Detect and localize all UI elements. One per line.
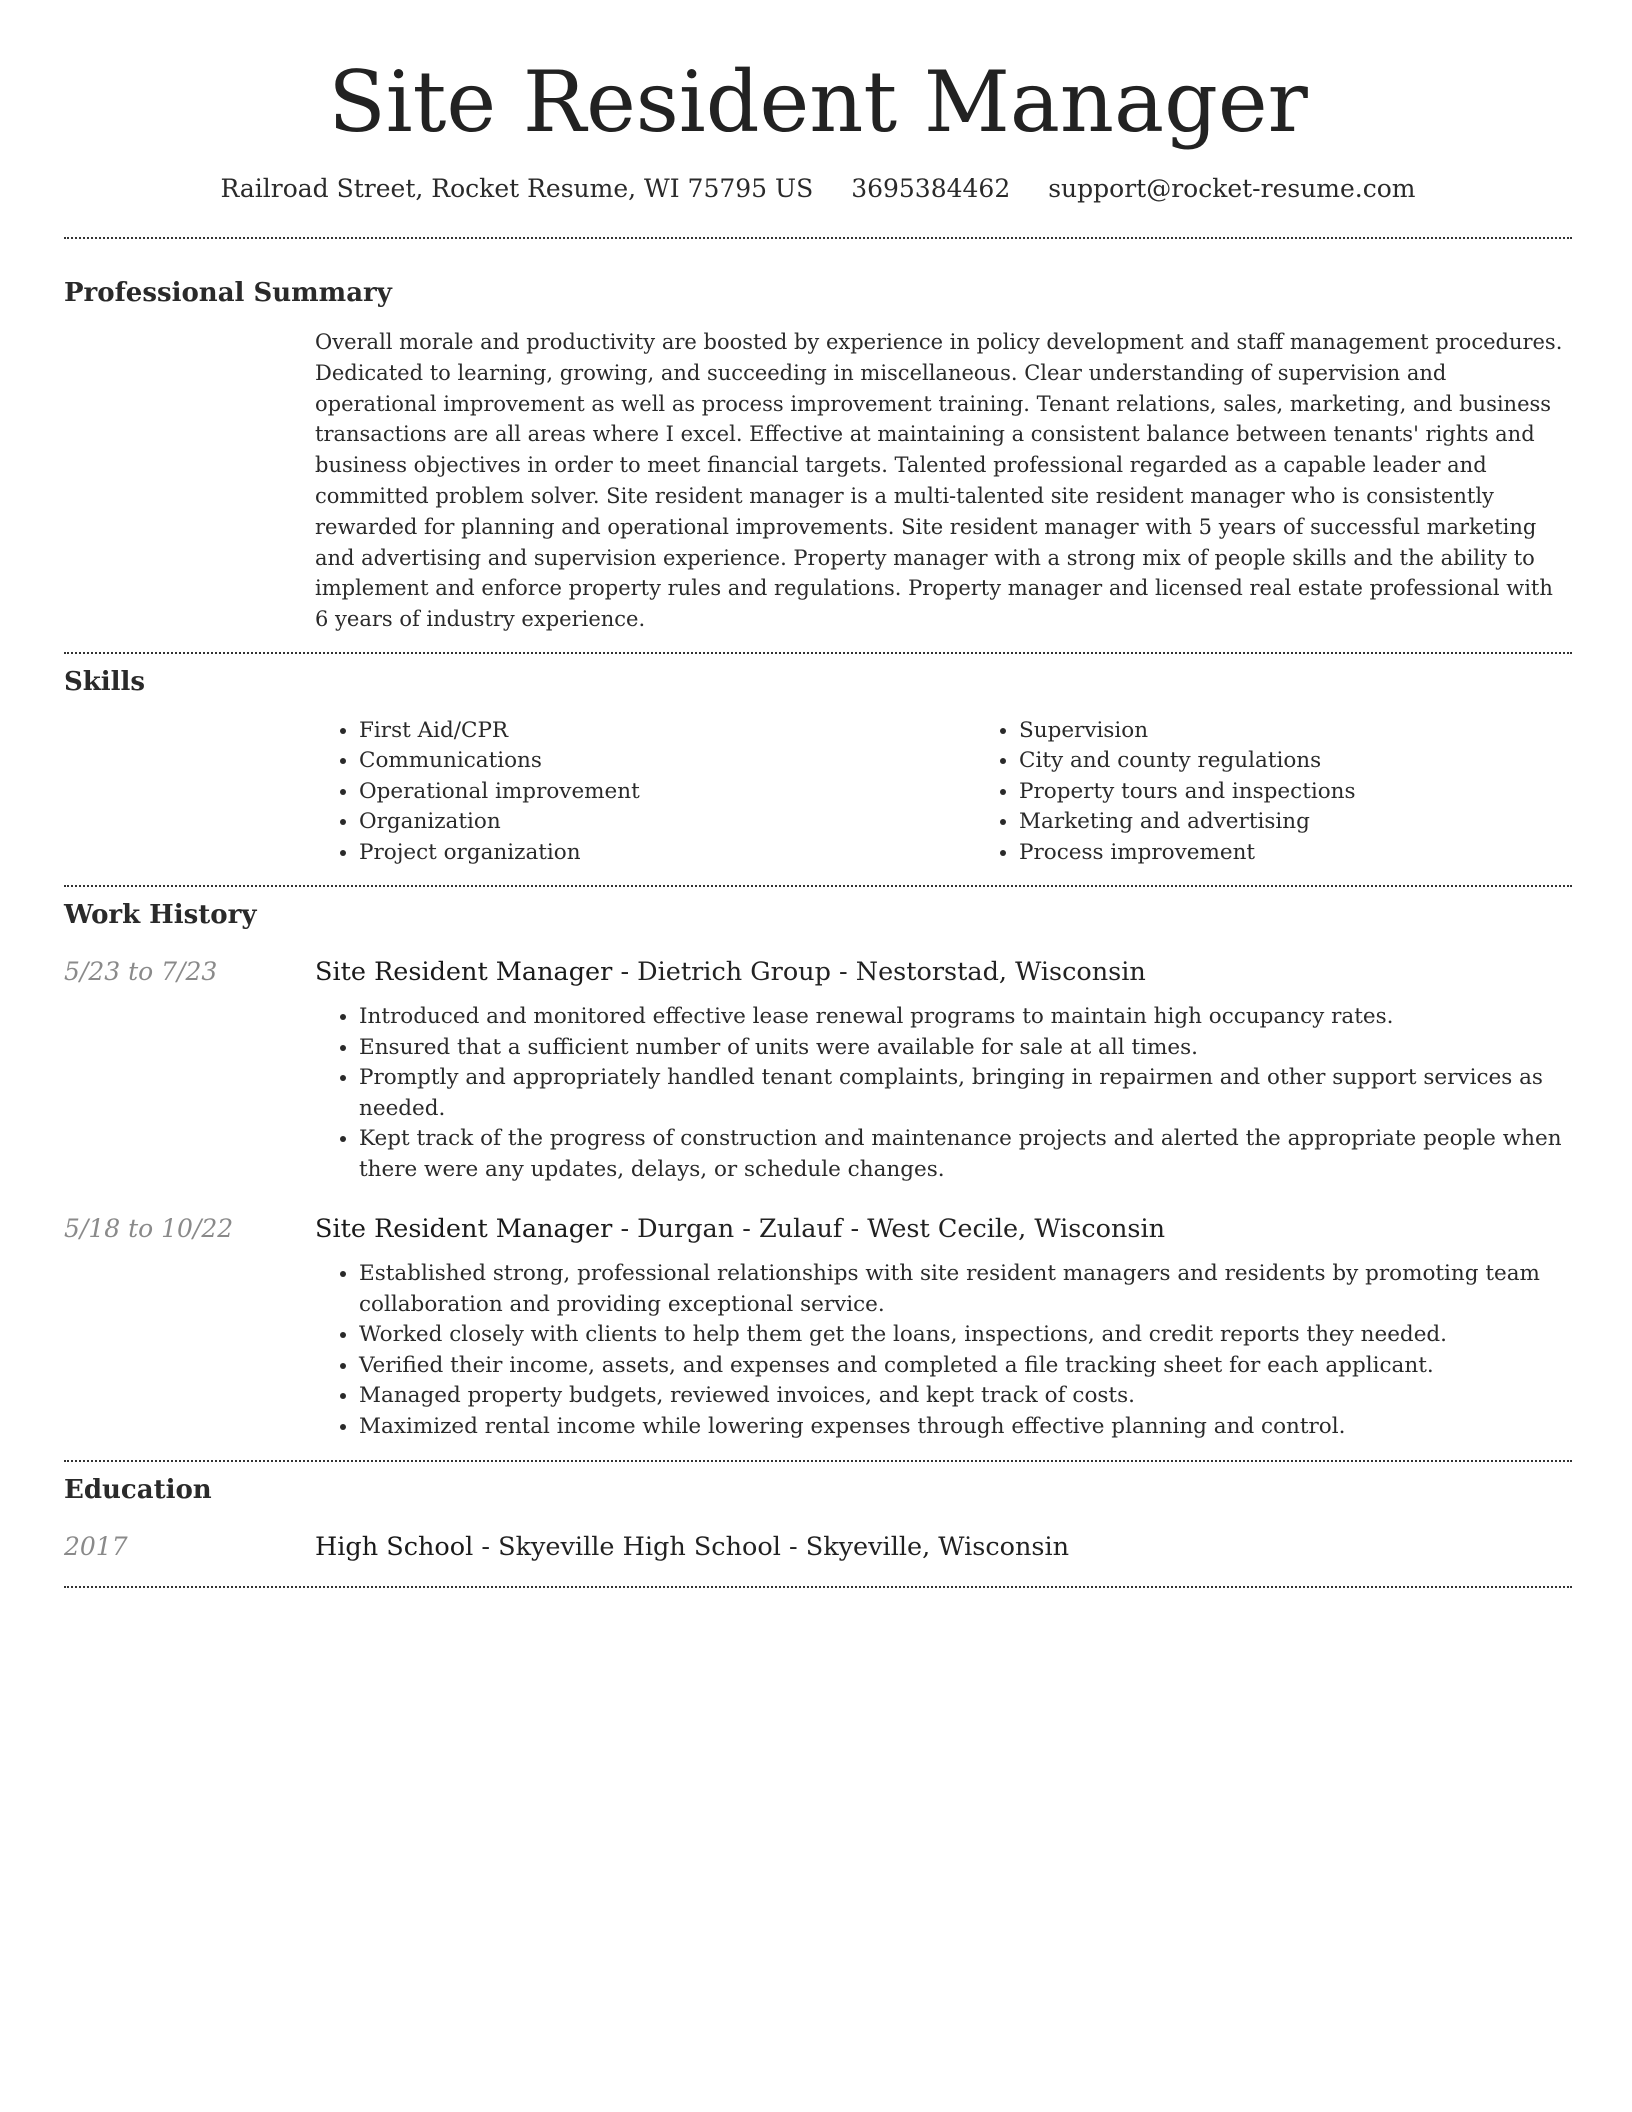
resume-name: Site Resident Manager <box>328 53 1308 151</box>
job-bullets <box>315 1259 1572 1442</box>
skill-item: • City and county regulations <box>1019 746 1632 777</box>
divider <box>64 1460 1572 1462</box>
education-entry <box>64 1530 1572 1564</box>
section-summary <box>64 276 1572 635</box>
job-bullet: • Promptly and appropriately handled tenant complaints, bringing in repairmen and other support services as needed. <box>359 1063 1572 1124</box>
job-bullet: • Established strong, professional relationships with site resident managers and residents by promoting team collaboration and providing exceptional service. <box>359 1259 1572 1320</box>
skill-item: • Project organization <box>359 838 975 869</box>
section-title: Education <box>64 1475 212 1506</box>
skill-item: • Operational improvement <box>359 777 975 808</box>
job-bullet: • Verified their income, assets, and expenses and completed a file tracking sheet for each applicant. <box>359 1351 1572 1382</box>
section-title: Work History <box>64 900 257 931</box>
divider <box>64 237 1572 239</box>
job-bullet: • Ensured that a sufficient number of units were available for sale at all times. <box>359 1033 1572 1064</box>
job-entry <box>64 1212 1572 1442</box>
job-dates: 5/23 to 7/23 <box>64 957 218 987</box>
section-work-history <box>64 898 1572 1442</box>
skill-item: • Organization <box>359 807 975 838</box>
job-role: Site Resident Manager <box>315 1214 613 1245</box>
education-school: Skyeville High School <box>498 1532 781 1563</box>
phone: 3695384462 <box>851 174 1011 203</box>
summary-text: Overall morale and productivity are boosted by experience in policy development and staff management procedures. Dedicated to learning, growing, and succeeding in miscellaneous. Clear understanding of supervision and operational improvement as well as process improvement training. Tenant relations, sales, marketing, and business transactions are all areas where I excel. Effective at maintaining a consistent balance between tenants' rights and business objectives in order to meet financial targets. Talented professional regarded as a capable leader and committed problem solver. Site resident manager is a multi-talented site resident manager who is consistently rewarded for planning and operational improvements. Site resident manager with 5 years of successful marketing and advertising and supervision experience. Property manager with a strong mix of people skills and the ability to implement and enforce property rules and regulations. Property manager and licensed real estate professional with 6 years of industry experience. <box>315 330 1563 632</box>
job-bullet: • Managed property budgets, reviewed invoices, and kept track of costs. <box>359 1381 1572 1412</box>
job-bullet: • Introduced and monitored effective lease renewal programs to maintain high occupancy rates. <box>359 1002 1572 1033</box>
job-title: Site Resident Manager - Durgan - Zulauf - West Cecile, Wisconsin <box>315 1214 1166 1245</box>
job-company: Dietrich Group <box>637 957 831 988</box>
skills-list-right <box>975 716 1632 869</box>
education-year: 2017 <box>64 1532 128 1562</box>
skill-item: • Property tours and inspections <box>1019 777 1632 808</box>
skill-item: • Supervision <box>1019 716 1632 747</box>
address: Railroad Street, Rocket Resume, WI 75795 US <box>220 174 814 203</box>
skill-item: • Process improvement <box>1019 838 1632 869</box>
job-title: Site Resident Manager - Dietrich Group - Nestorstad, Wisconsin <box>315 957 1146 988</box>
resume-page <box>64 0 1572 1588</box>
job-location: Nestorstad, Wisconsin <box>855 957 1146 988</box>
job-bullets <box>315 1002 1572 1185</box>
education-title: High School - Skyeville High School - Skyeville, Wisconsin <box>315 1532 1070 1563</box>
job-company: Durgan - Zulauf <box>637 1214 843 1245</box>
email: support@rocket-resume.com <box>1048 174 1416 203</box>
skill-item: • Marketing and advertising <box>1019 807 1632 838</box>
job-location: West Cecile, Wisconsin <box>867 1214 1166 1245</box>
skills-list-left <box>315 716 975 869</box>
section-education <box>64 1473 1572 1564</box>
job-bullet: • Kept track of the progress of construction and maintenance projects and alerted the appropriate people when there were any updates, delays, or schedule changes. <box>359 1124 1572 1185</box>
skill-item: • Communications <box>359 746 975 777</box>
job-role: Site Resident Manager <box>315 957 613 988</box>
divider <box>64 1586 1572 1588</box>
skill-item: • First Aid/CPR <box>359 716 975 747</box>
job-bullet: • Maximized rental income while lowering expenses through effective planning and control. <box>359 1412 1572 1443</box>
job-bullet: • Worked closely with clients to help them get the loans, inspections, and credit reports they needed. <box>359 1320 1572 1351</box>
section-title: Professional Summary <box>64 278 392 308</box>
job-entry <box>64 955 1572 1185</box>
divider <box>64 885 1572 887</box>
education-location: Skyeville, Wisconsin <box>805 1532 1070 1563</box>
section-title: Skills <box>64 666 146 697</box>
section-skills <box>64 665 1572 869</box>
job-dates: 5/18 to 10/22 <box>64 1214 234 1244</box>
education-degree: High School <box>315 1532 474 1563</box>
divider <box>64 652 1572 654</box>
contact-line <box>64 172 1572 206</box>
